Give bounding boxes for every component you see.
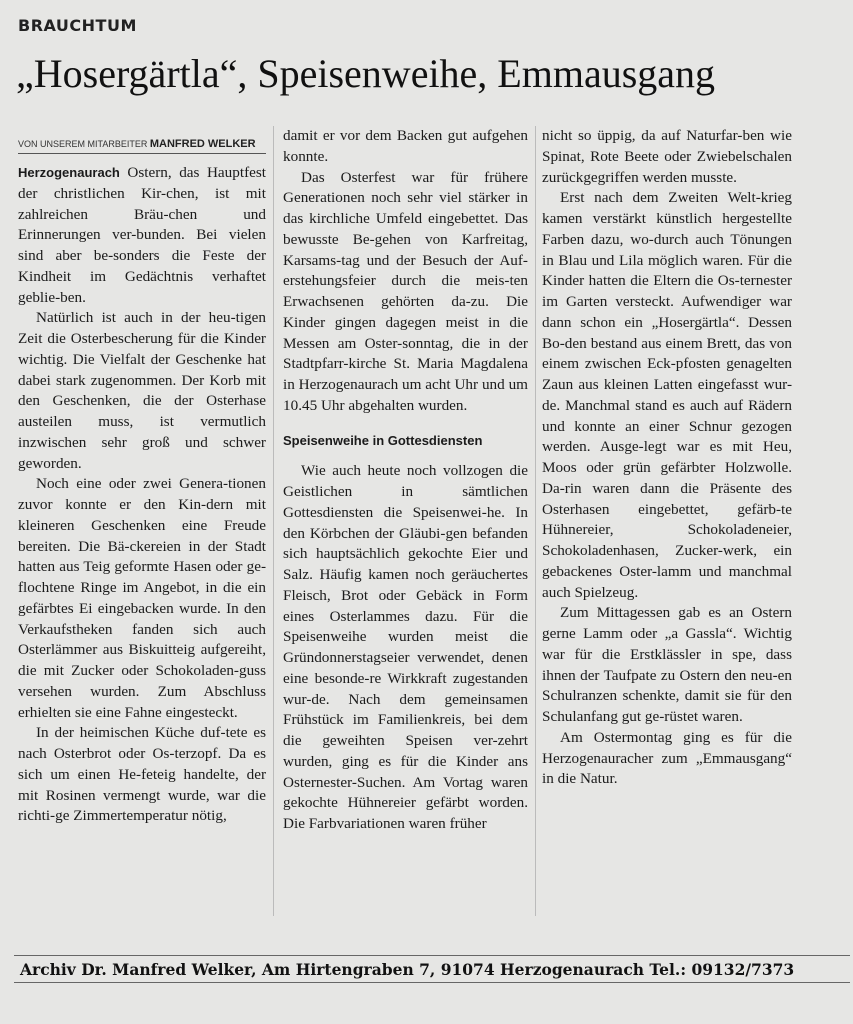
paragraph: Am Ostermontag ging es für die Herzogenauracher zum „Emmausgang“ in die Natur. (542, 728, 792, 788)
article-column-3 (542, 126, 792, 790)
paragraph: Das Osterfest war für frühere Generationen noch sehr viel stärker in das kirchliche Umfeld eingebettet. Das bewusste Be-gehen von Karfreitag, Karsams-tag und der Besuch der Auf-erstehungsfeier durch die meis-ten Erwachsenen gehörten da-zu. Die Kinder gingen dagegen meist in die Messen am Oster-sonntag, die in der Stadtpfarr-kirche St. Maria Magdalena in Herzogenaurach um acht Uhr und um 10.45 Uhr abgehalten wurden. (283, 168, 528, 414)
paragraph: Wie auch heute noch vollzogen die Geistlichen in sämtlichen Gottesdiensten die Speisenwei-he. In den Körbchen der Gläubi-gen befanden sich hauptsächlich gekochte Eier und Salz. Häufig kamen noch geräuchertes Fleisch, Brot oder Gebäck in Form eines Osterlammes dazu. Für die Speisenweihe wurden meist die Gründonnerstagseier verwendet, denen eine besonde-re Wirkkraft zugestanden wur-de. Nach dem gemeinsamen Frühstück im Familienkreis, bei dem die geweihten Speisen ver-zehrt wurden, ging es für die Kinder ans Osternester-Suchen. Am Vortag waren gekochte Hühnereier gefärbt worden. Die Farbvariationen waren früher (283, 462, 528, 832)
subheading: Speisenweihe in Gottesdiensten (283, 432, 483, 448)
byline-prefix: VON UNSEREM MITARBEITER (18, 139, 148, 149)
paragraph: nicht so üppig, da auf Naturfar-ben wie Spinat, Rote Beete oder Zwiebelschalen zurückgegriffen werden musste. (542, 127, 792, 186)
article-column-1 (18, 163, 266, 827)
dateline: Herzogenaurach (18, 165, 120, 180)
paragraph: In der heimischen Küche duf-tete es nach Osterbrot oder Os-terzopf. Da es sich um einen He-feteig handelte, der mit Rosinen vermengt wurde, war die richti-ge Zimmertemperatur nötig, (18, 724, 266, 825)
column-divider (273, 126, 274, 916)
article-headline: „Hosergärtla“, Speisenweihe, Emmausgang (16, 51, 716, 96)
paragraph (18, 163, 266, 308)
byline-author: MANFRED WELKER (149, 138, 256, 150)
paragraph: damit er vor dem Backen gut aufgehen konnte. (283, 127, 528, 165)
article-column-2 (283, 126, 528, 835)
column-divider (535, 126, 536, 916)
paragraph: Erst nach dem Zweiten Welt-krieg kamen verstärkt künstlich hergestellte Farben dazu, wo-durch auch Tönungen in Blau und Lila möglich waren. Für die Kinder hatten die Eltern die Os-ternester im Garten versteckt. Aufwendiger war dann schon ein „Hosergärtla“. Dessen Bo-den bestand aus einem Brett, das von einem zwischen Eck-pfosten genagelten Zaun aus kleinen Latten eingefasst wur-de. Manchmal stand es auch auf Rädern und konnte an einer Schnur gezogen werden. Ausge-legt war es mit Heu, Moos oder grün gefärbter Holzwolle. Da-rin waren dann die Präsente des Osterhasen eingebettet, gefärb-te Hühnereier, Schokoladeneier, Schokoladenhasen, Zucker-werk, ein gebackenes Oster-lamm und manchmal auch Spielzeug. (542, 189, 792, 601)
paragraph: Zum Mittagessen gab es an Ostern gerne Lamm oder „a Gassla“. Wichtig war für die Erstklässler in spe, dass ihnen der Taufpate zu Ostern den neu-en Schulranzen schenkte, damit sie für den Schulanfang gut ge-rüstet waren. (542, 604, 792, 725)
paragraph: Natürlich ist auch in der heu-tigen Zeit die Osterbescherung für die Kinder wichtig. Die Vielfalt der Geschenke hat dabei stark zugenommen. Der Korb mit den Geschenken, die der Osterhase austeilen muss, ist vermutlich inzwischen sehr groß und schwer geworden. (18, 309, 266, 472)
archive-stamp: Archiv Dr. Manfred Welker, Am Hirtengraben 7, 91074 Herzogenaurach Tel.: 09132/7373 (14, 955, 850, 983)
section-kicker: BRAUCHTUM (18, 16, 137, 35)
paragraph-text: Ostern, das Hauptfest der christlichen Kir-chen, ist mit zahlreichen Bräu-chen und Erinnerungen ver-bunden. Bei vielen sind aber be-sonders die Feste der Kindheit im Gedächtnis verhaftet geblie-ben. (18, 164, 266, 306)
byline (18, 138, 266, 154)
paragraph: Noch eine oder zwei Genera-tionen zuvor konnte er den Kin-dern mit kleineren Geschenken eine Freude bereiten. Die Bä-ckereien in der Stadt hatten aus Teig geformte Hasen oder ge-flochtene Ringe im Angebot, in die ein gefärbtes Ei eingebacken wurde. In den Verkaufstheken fanden sich auch Osterlämmer aus Biskuitteig aufgereiht, die mit Zucker oder Schokoladen-guss versehen wurden. Zum Abschluss erhielten sie eine Fahne eingesteckt. (18, 475, 266, 721)
